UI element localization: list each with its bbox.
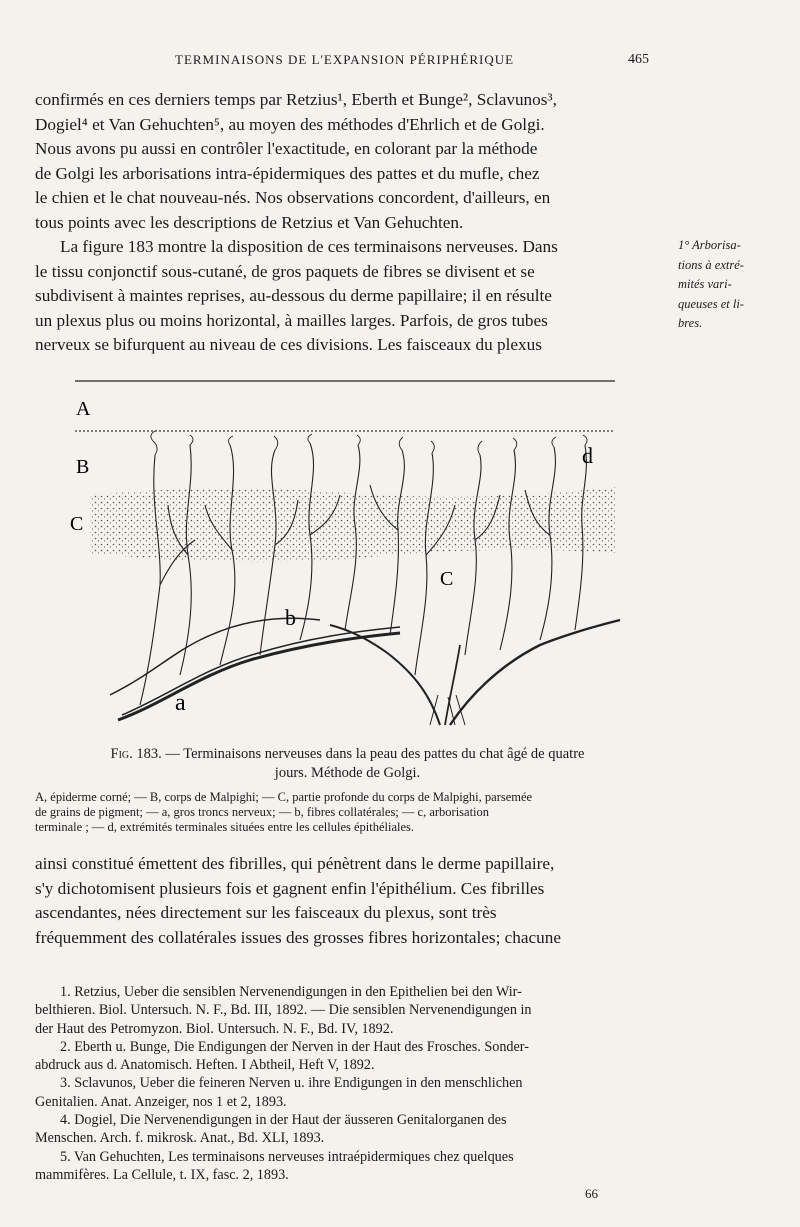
bottom-text-block — [35, 852, 660, 950]
label-b: b — [285, 605, 296, 630]
label-d: d — [582, 443, 593, 468]
nerve-endings-figure — [70, 375, 630, 735]
margin-note-line: tions à extré- — [678, 257, 744, 272]
text-line: de Golgi les arborisations intra-épidermiques des pattes et du mufle, chez — [35, 163, 540, 183]
caption-line — [35, 745, 660, 764]
caption-line: jours. Méthode de Golgi. — [274, 765, 421, 781]
legend-line: de grains de pigment; — a, gros troncs nerveux; — b, fibres collatérales; — c, arborisation — [35, 805, 490, 819]
legend-line: terminale ; — d, extrémités terminales situées entre les cellules épithéliales. — [35, 820, 415, 834]
text-line: un plexus plus ou moins horizontal, à mailles larges. Parfois, de gros tubes — [35, 310, 548, 330]
margin-note — [678, 236, 778, 334]
footnote-line: abdruck aus d. Anatomisch. Heften. I Abtheil, Heft V, 1892. — [35, 1057, 375, 1074]
label-A: A — [76, 398, 91, 420]
text-line: subdivisent à maintes reprises, au-dessous du derme papillaire; il en résulte — [35, 286, 552, 305]
footnote-line: der Haut des Petromyzon. Biol. Untersuch. N. F., Bd. IV, 1892. — [35, 1020, 394, 1037]
nerve-trunk — [118, 633, 400, 720]
text-line: nerveux se bifurquent au niveau de ces divisions. Les faisceaux du plexus — [35, 335, 542, 354]
text-line: confirmés en ces derniers temps par Retzius¹, Eberth et Bunge², Sclavunos³, — [35, 90, 557, 109]
figure-caption — [35, 745, 660, 783]
text-line: fréquemment des collatérales issues des grosses fibres horizontales; chacune — [35, 927, 561, 947]
text-line: s'y dichotomisent plusieurs fois et gagnent enfin l'épithélium. Ces fibrilles — [35, 878, 545, 898]
text-line: La figure 183 montre la disposition de ces terminaisons nerveuses. Dans — [60, 237, 558, 256]
footnote-line: belthieren. Biol. Untersuch. N. F., Bd. III, 1892. — Die sensiblen Nervenendigungen in — [35, 1002, 532, 1019]
margin-note-line: mités vari- — [678, 277, 732, 291]
caption-text: — Terminaisons nerveuses dans la peau des pattes du chat âgé de quatre — [161, 746, 585, 762]
text-line: ainsi constitué émettent des fibrilles, qui pénètrent dans le derme papillaire, — [35, 854, 555, 873]
text-line: le chien et le chat nouveau-nés. Nos observations concordent, d'ailleurs, en — [35, 188, 551, 207]
text-line: Nous avons pu aussi en contrôler l'exactitude, en colorant par la méthode — [35, 139, 538, 158]
text-line: ascendantes, nées directement sur les faisceaux du plexus, sont très — [35, 903, 497, 922]
label-B: B — [76, 456, 90, 478]
footnote-line: 1. Retzius, Ueber die sensiblen Nervenendigungen in den Epithelien bei den Wir- — [60, 984, 522, 1000]
label-c: C — [440, 568, 454, 590]
nerve-trunk — [122, 627, 400, 715]
footnote-line: Genitalien. Anat. Anzeiger, nos 1 et 2, 1893. — [35, 1093, 287, 1110]
margin-note-line: bres. — [678, 316, 703, 330]
text-line: tous points avec les descriptions de Retzius et Van Gehuchten. — [35, 212, 464, 232]
signature-mark: 66 — [585, 1186, 598, 1201]
label-a: a — [175, 690, 186, 716]
footnotes — [35, 983, 660, 1184]
footnote-line: Menschen. Arch. f. mikrosk. Anat., Bd. XLI, 1893. — [35, 1130, 325, 1147]
footnote-line: 4. Dogiel, Die Nervenendigungen in der Haut der äusseren Genitalorganen des — [60, 1112, 507, 1129]
page-number: 465 — [628, 52, 649, 67]
pigment-layer — [90, 487, 615, 562]
running-title: TERMINAISONS DE L'EXPANSION PÉRIPHÉRIQUE — [175, 52, 515, 67]
text-line: Dogiel⁴ et Van Gehuchten⁵, au moyen des méthodes d'Ehrlich et de Golgi. — [35, 114, 545, 134]
footnote-line: 5. Van Gehuchten, Les terminaisons nerveuses intraépidermiques chez quelques — [60, 1148, 514, 1165]
top-text-block — [35, 88, 660, 358]
figure-legend — [35, 790, 660, 835]
margin-note-line: queuses et li- — [678, 296, 744, 311]
footnote-line: 2. Eberth u. Bunge, Die Endigungen der Nerven in der Haut des Frosches. Sonder- — [60, 1038, 529, 1055]
terminal-fibrils — [151, 431, 587, 455]
nerve-trunk — [450, 620, 620, 725]
footnote-line: 3. Sclavunos, Ueber die feineren Nerven u. ihre Endigungen in den menschlichen — [60, 1075, 523, 1092]
text-line: le tissu conjonctif sous-cutané, de gros paquets de fibres se divisent et se — [35, 261, 535, 281]
figure-drawing — [70, 375, 630, 735]
figure-label: Fig. 183. — [110, 746, 162, 762]
label-C: C — [70, 513, 84, 535]
legend-line: A, épiderme corné; — B, corps de Malpighi; — C, partie profonde du corps de Malpighi, parsemée — [35, 790, 533, 804]
ascending-fibres — [140, 443, 586, 705]
margin-note-line: 1° Arborisa- — [678, 238, 741, 252]
footnote-line: mammifères. La Cellule, t. IX, fasc. 2, 1893. — [35, 1166, 289, 1183]
